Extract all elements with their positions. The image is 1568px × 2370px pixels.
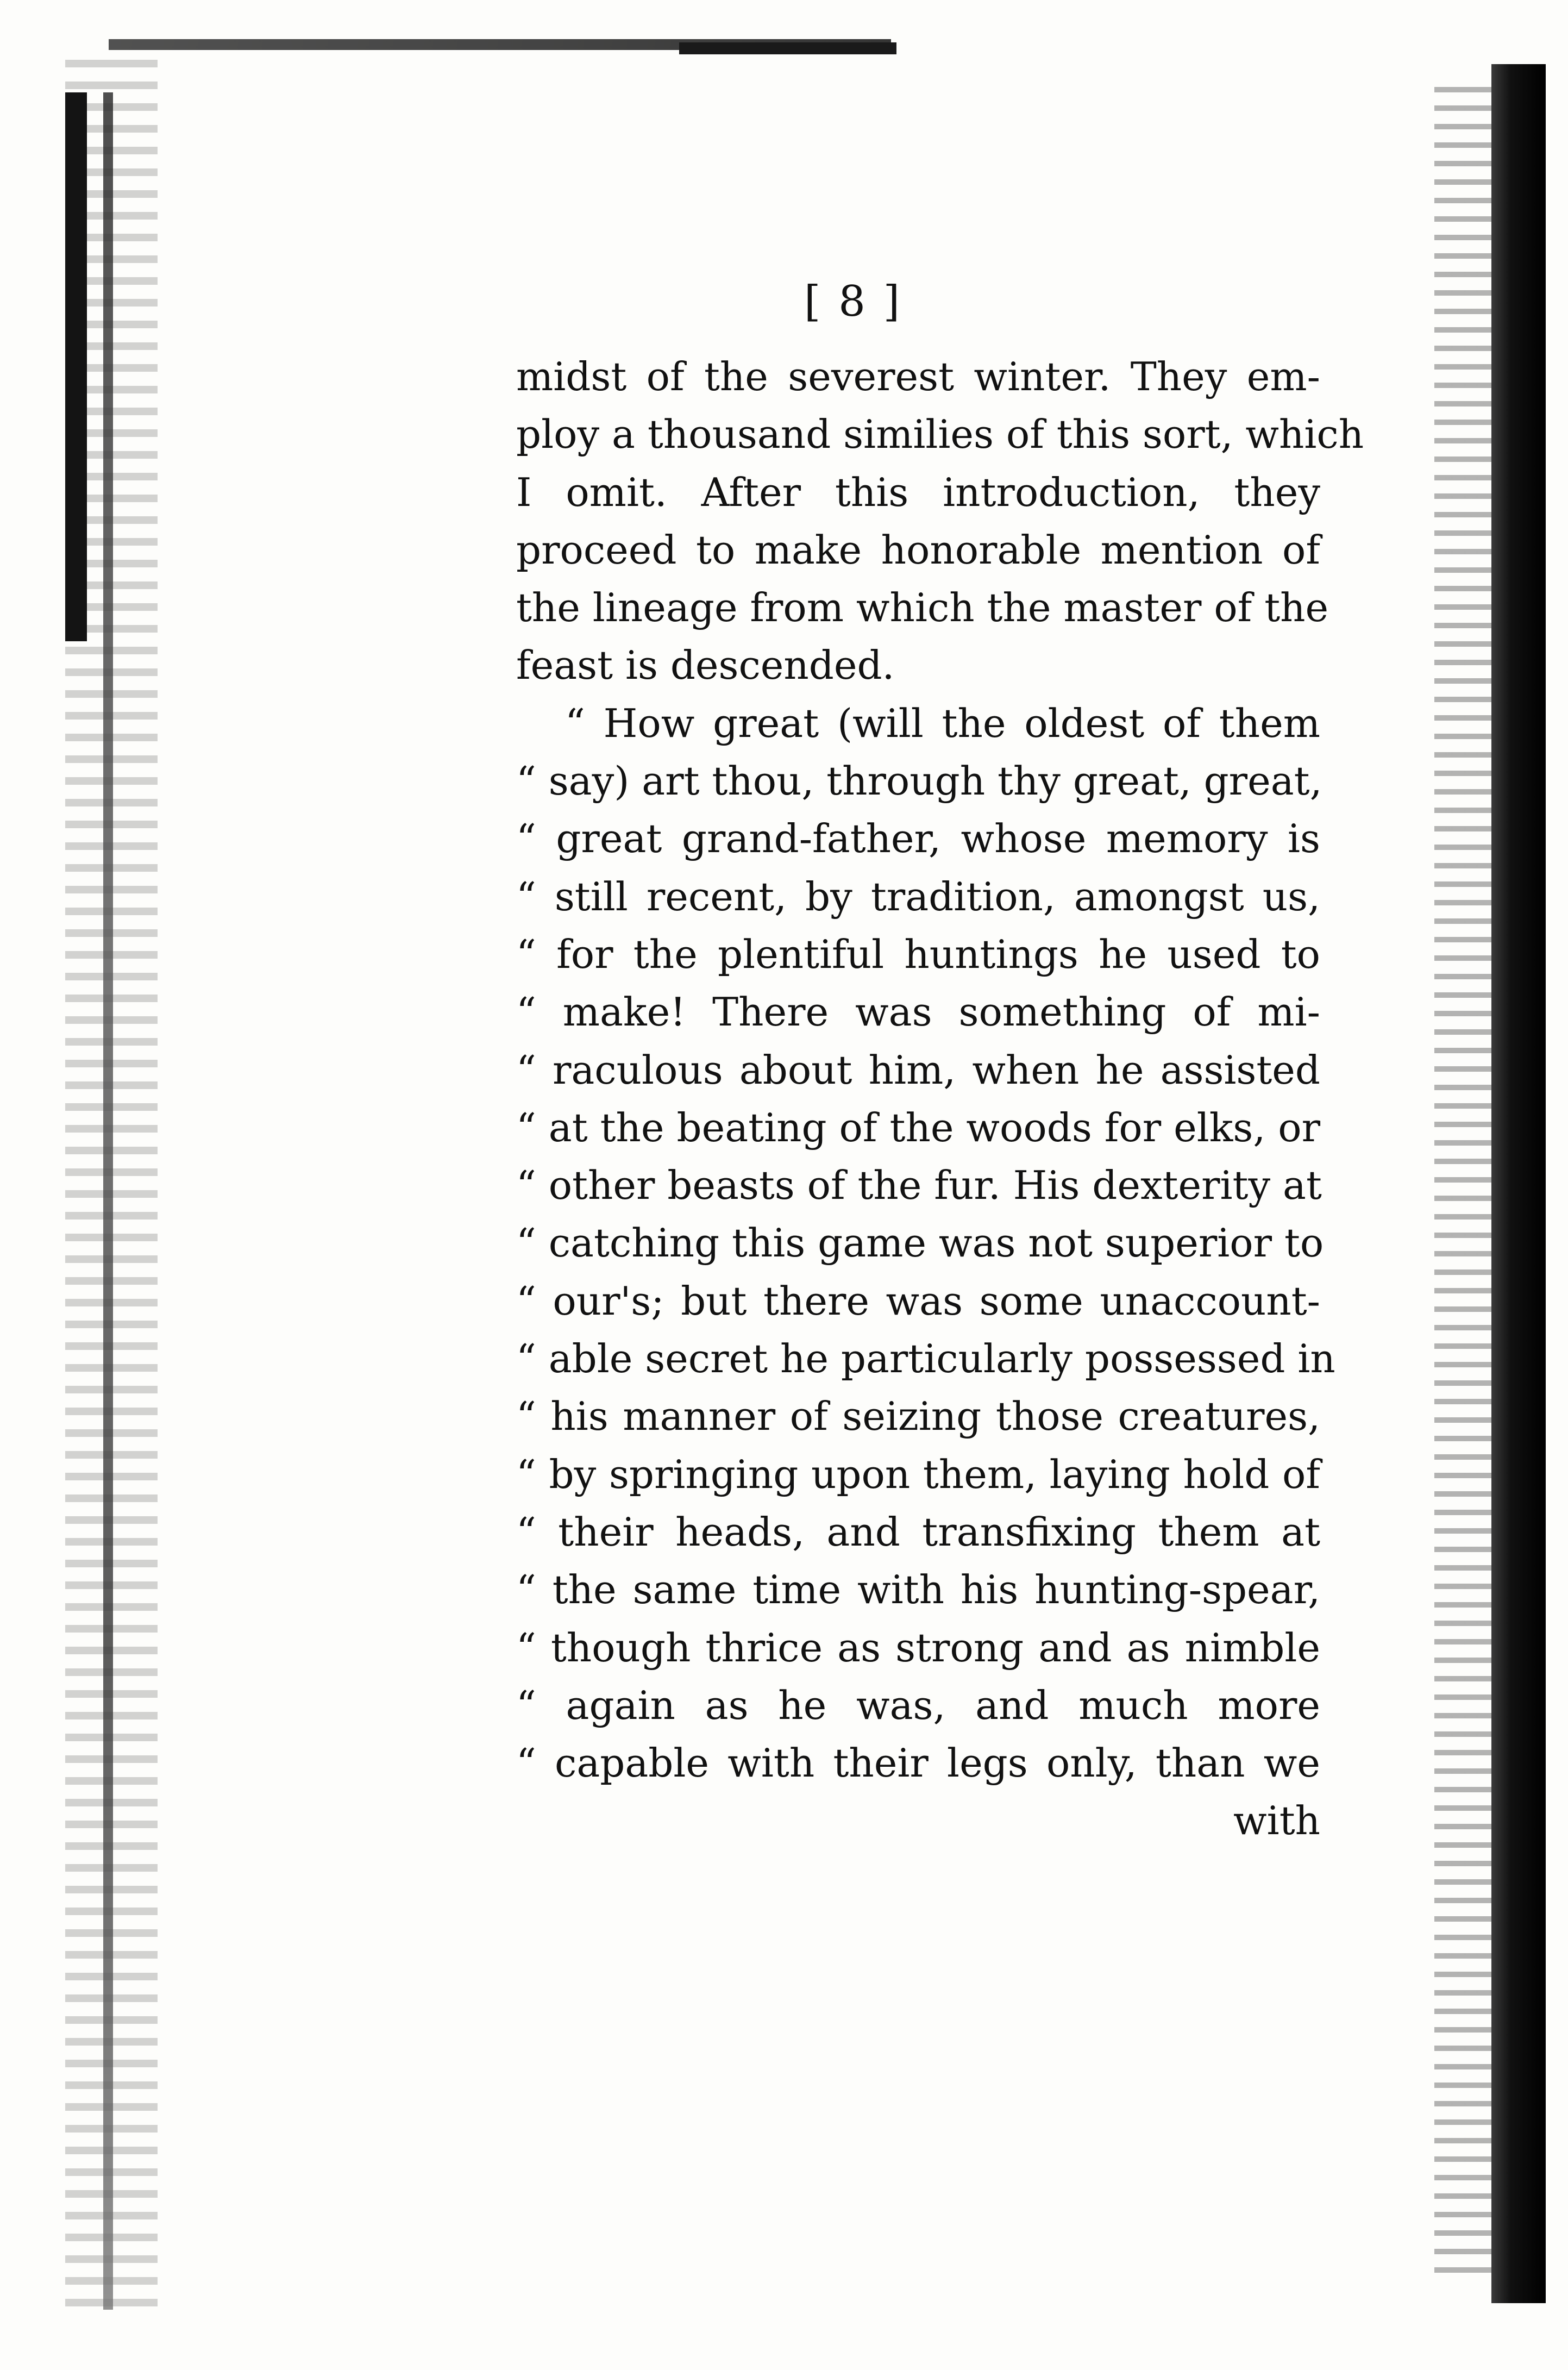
text-line: midst of the severest winter. They em- [516, 354, 1320, 399]
scan-top-border-mark [679, 42, 896, 54]
text-line: “ again as he was, and much more [516, 1682, 1320, 1728]
text-line: “ make! There was something of mi- [516, 989, 1320, 1035]
text-line: “ his manner of seizing those creatures, [516, 1393, 1320, 1440]
text-line: “ for the plentiful huntings he used to [516, 931, 1320, 977]
catchword: with [1233, 1798, 1320, 1844]
text-line: “ able secret he particularly possessed in [516, 1336, 1335, 1382]
text-line: “ though thrice as strong and as nimble [516, 1624, 1320, 1671]
text-line: “ by springing upon them, laying hold of [516, 1451, 1320, 1497]
scan-right-gutter [1434, 87, 1494, 2283]
text-line: feast is descended. [516, 642, 895, 689]
text-line: “ capable with their legs only, than we [516, 1740, 1320, 1786]
page-number: [ 8 ] [804, 277, 902, 326]
text-line: proceed to make honorable mention of [516, 527, 1320, 573]
scan-left-edge-line [103, 92, 113, 2310]
text-line: “ still recent, by tradition, amongst us, [516, 873, 1320, 920]
scan-right-edge-bar [1491, 64, 1546, 2303]
text-line: “ their heads, and transfixing them at [516, 1509, 1320, 1555]
scan-left-edge-bar [65, 92, 87, 641]
text-line: “ raculous about him, when he assisted [516, 1047, 1320, 1093]
text-line: ploy a thousand similies of this sort, which [516, 411, 1364, 458]
text-line: “ at the beating of the woods for elks, or [516, 1104, 1320, 1150]
text-line: the lineage from which the master of the [516, 585, 1329, 631]
text-line: “ other beasts of the fur. His dexterity at [516, 1162, 1322, 1209]
text-line: “ our's; but there was some unaccount- [516, 1278, 1320, 1324]
body-text [516, 348, 1364, 1850]
text-line: “ the same time with his hunting-spear, [516, 1567, 1320, 1613]
text-line: I omit. After this introduction, they [516, 469, 1320, 515]
text-line: “ How great (will the oldest of them [565, 700, 1320, 746]
text-line: “ catching this game was not superior to [516, 1220, 1324, 1266]
text-line: “ say) art thou, through thy great, great, [516, 758, 1322, 804]
text-line: “ great grand-father, whose memory is [516, 816, 1320, 862]
